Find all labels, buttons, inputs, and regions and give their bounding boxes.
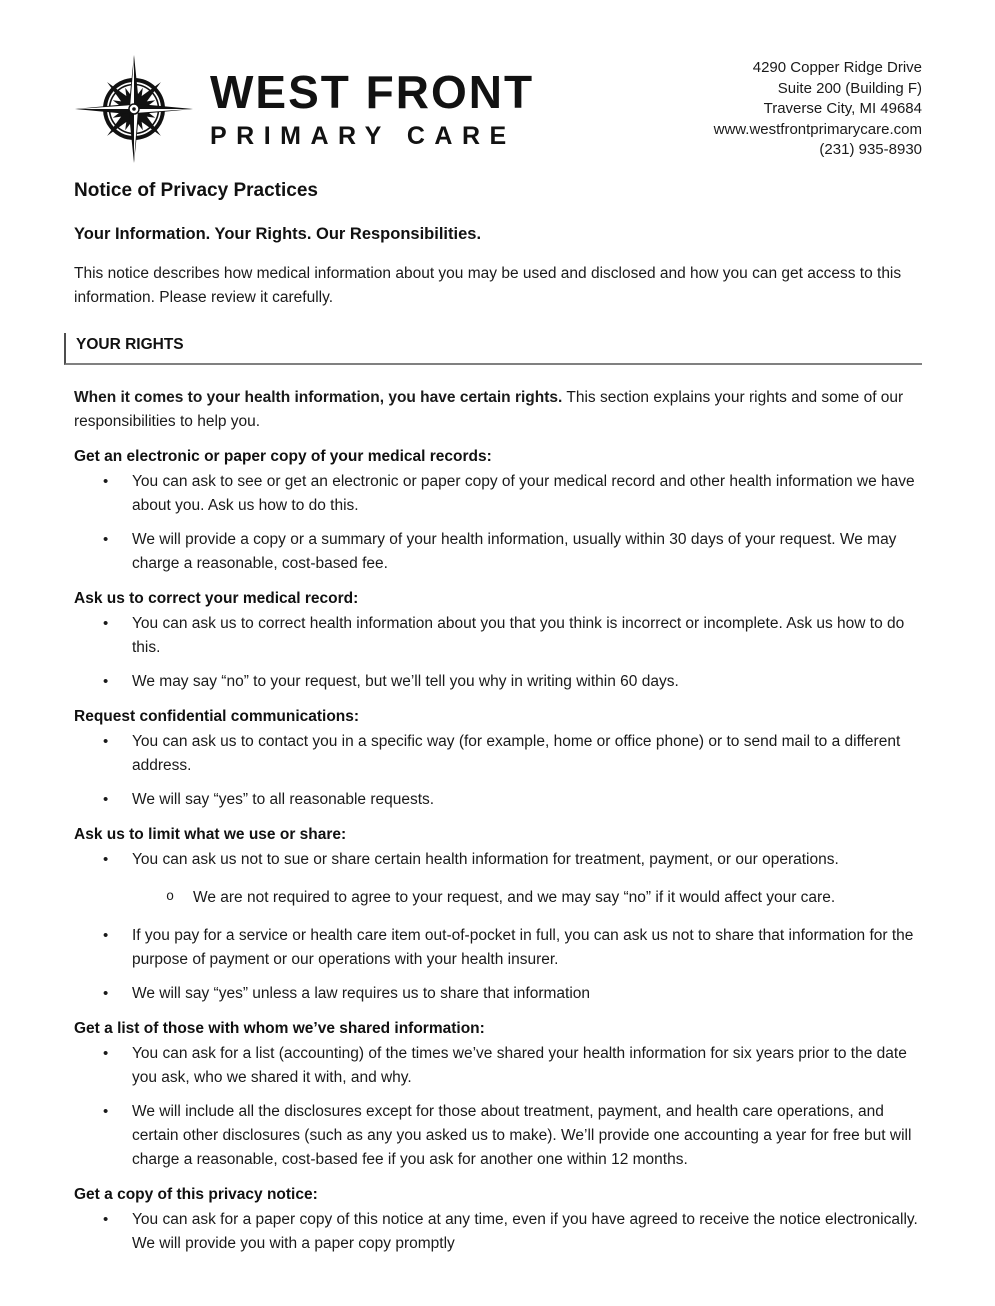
disc-bullet-icon: • — [103, 733, 109, 750]
bullet-text: We are not required to agree to your request, and we may say “no” if it would affect your care. — [193, 889, 836, 906]
subsection-heading: Ask us to correct your medical record: — [74, 590, 359, 607]
bullet-text: We will say “yes” to all reasonable requests. — [132, 791, 435, 808]
disc-bullet-icon: • — [103, 673, 109, 690]
clinic-logo — [74, 54, 534, 164]
disc-bullet-icon: • — [103, 615, 109, 632]
contact-street: 4290 Copper Ridge Drive — [752, 59, 922, 76]
disc-bullet-icon: • — [103, 985, 109, 1002]
bullet-text: You can ask to see or get an electronic or paper copy of your medical record and other health information we have about you. Ask us how to do this. — [132, 473, 915, 514]
bullet-item — [74, 528, 922, 576]
bullet-item — [74, 730, 922, 778]
logo-name-line1: WEST FRONT — [210, 66, 535, 118]
page-title: Notice of Privacy Practices — [74, 180, 318, 201]
bullet-item — [74, 1208, 922, 1256]
compass-rose-icon — [74, 54, 194, 164]
disc-bullet-icon: • — [103, 1103, 109, 1120]
contact-suite: Suite 200 (Building F) — [777, 79, 922, 97]
subsection-heading: Ask us to limit what we use or share: — [74, 826, 347, 843]
bullet-item — [74, 1042, 922, 1090]
sub-bullet-item — [74, 886, 922, 910]
bullet-item — [74, 788, 922, 812]
disc-bullet-icon: • — [103, 851, 109, 868]
doc-subtitle: Your Information. Your Rights. Our Responsibilities. — [74, 225, 482, 243]
disc-bullet-icon: • — [103, 1211, 109, 1228]
section-header-your-rights: YOUR RIGHTS — [64, 333, 922, 365]
disc-bullet-icon: • — [103, 473, 109, 490]
rights-lead-bold: When it comes to your health information, you have certain rights. — [74, 389, 563, 406]
disc-bullet-icon: • — [103, 927, 109, 944]
disc-bullet-icon: • — [103, 531, 109, 548]
bullet-item — [74, 670, 922, 694]
bullet-item — [74, 848, 922, 872]
intro-paragraph: This notice describes how medical information about you may be used and disclosed and how you can get access to this information. Please review it carefully. — [74, 265, 902, 306]
contact-phone: (231) 935-8930 — [819, 141, 922, 158]
bullet-text: You can ask for a paper copy of this notice at any time, even if you have agreed to receive the notice electronically. We will provide you with a paper copy promptly — [132, 1211, 918, 1252]
rights-lead-rest: This section explains your rights and some of our responsibilities to help you. — [74, 389, 904, 430]
subsection-heading: Get an electronic or paper copy of your medical records: — [74, 448, 492, 465]
logo-text — [210, 54, 534, 149]
bullet-text: We will include all the disclosures except for those about treatment, payment, and health care operations, and certain other disclosures (such as any you asked us to make). We’ll provide one accounting a year for free but will charge a reasonable, cost-based fee if you ask for another one within 12 months. — [132, 1103, 912, 1168]
bullet-text: You can ask for a list (accounting) of the times we’ve shared your health information for six years prior to the date you ask, who we shared it with, and why. — [132, 1045, 907, 1086]
bullet-text: You can ask us to correct health information about you that you think is incorrect or incomplete. Ask us how to do this. — [132, 615, 905, 656]
subsection-heading: Get a copy of this privacy notice: — [74, 1186, 318, 1203]
bullet-item — [74, 612, 922, 660]
rights-lead-paragraph — [74, 386, 922, 434]
bullet-text: We may say “no” to your request, but we’ll tell you why in writing within 60 days. — [132, 673, 679, 690]
logo-name-line2: PRIMARY CARE — [210, 122, 516, 150]
letterhead — [74, 54, 922, 164]
disc-bullet-icon: • — [103, 791, 109, 808]
bullet-item — [74, 1100, 922, 1172]
contact-city: Traverse City, MI 49684 — [763, 100, 922, 117]
bullet-text: If you pay for a service or health care item out-of-pocket in full, you can ask us not to share that information for the purpose of payment or our operations with your health insurer. — [132, 927, 914, 968]
bullet-item — [74, 982, 922, 1006]
subsection-heading: Request confidential communications: — [74, 708, 360, 725]
bullet-item — [74, 924, 922, 972]
circle-bullet-icon: o — [166, 890, 175, 905]
bullet-text: We will say “yes” unless a law requires us to share that information — [132, 985, 591, 1002]
bullet-text: You can ask us to contact you in a specific way (for example, home or office phone) or to send mail to a different address. — [132, 733, 901, 774]
contact-website: www.westfrontprimarycare.com — [713, 120, 922, 138]
bullet-item — [74, 470, 922, 518]
contact-block — [714, 54, 922, 161]
bullet-text: We will provide a copy or a summary of your health information, usually within 30 days of your request. We may charge a reasonable, cost-based fee. — [132, 531, 897, 572]
bullet-text: You can ask us not to sue or share certain health information for treatment, payment, or our operations. — [132, 851, 839, 868]
subsection-heading: Get a list of those with whom we’ve shared information: — [74, 1020, 485, 1037]
subsections — [74, 448, 922, 1256]
disc-bullet-icon: • — [103, 1045, 109, 1062]
